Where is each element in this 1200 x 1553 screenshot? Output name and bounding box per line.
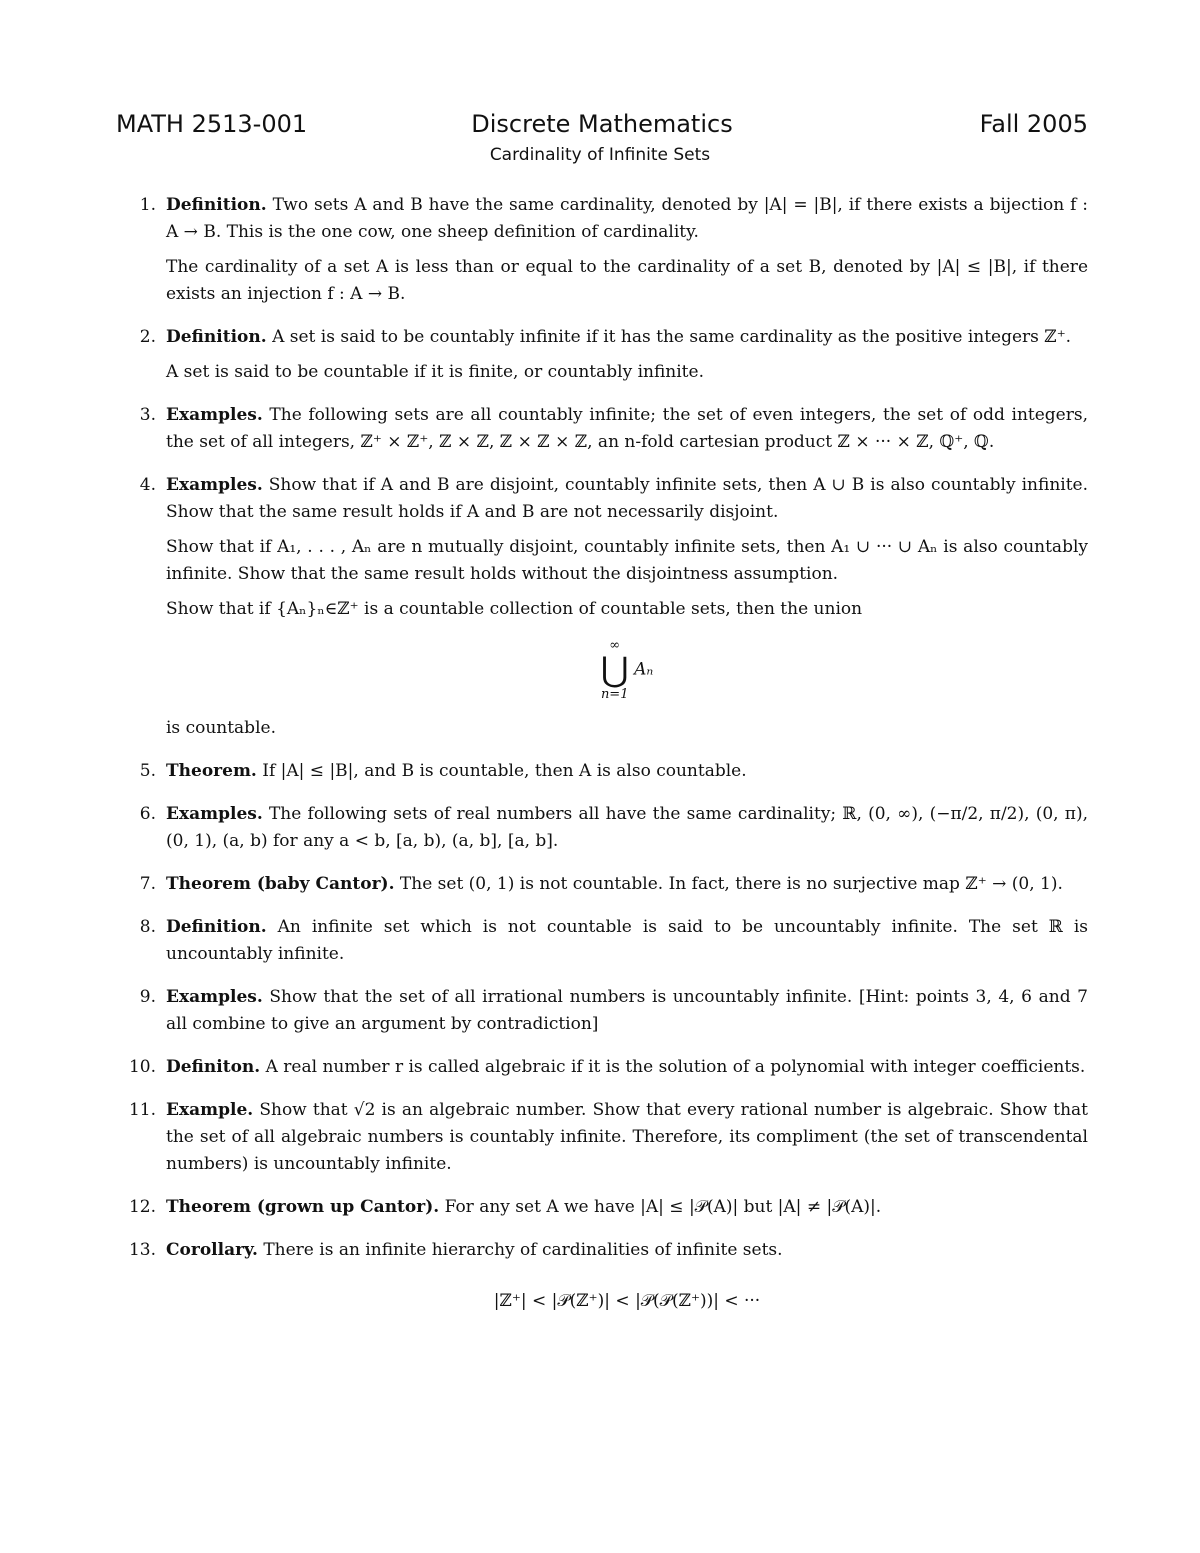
item-number: 1.	[139, 195, 156, 215]
item-text: Show that the set of all irrational numbers is uncountably infinite. [Hint: points 3, 4, 6 and 7 all combine to give an argument by contradiction]	[166, 987, 1088, 1034]
item-text: Show that √2 is an algebraic number. Show that every rational number is algebraic. Show that the set of all algebraic numbers is countably infinite. Therefore, its compliment (the set of transcendental numbers) is uncountably infinite.	[166, 1100, 1089, 1174]
item-text: If |A| ≤ |B|, and B is countable, then A is also countable.	[262, 761, 747, 781]
item-label: Theorem (baby Cantor).	[166, 874, 395, 894]
list-item	[139, 192, 1089, 308]
union-term: Aₙ	[634, 659, 654, 680]
item-paragraph: A set is said to be countable if it is finite, or countably infinite.	[166, 362, 704, 382]
item-number: 13.	[128, 1240, 156, 1260]
big-union	[601, 639, 629, 701]
item-text: The set (0, 1) is not countable. In fact, there is no surjective map ℤ⁺ → (0, 1).	[399, 874, 1063, 894]
list-item	[139, 914, 1088, 968]
item-text: A set is said to be countably infinite if it has the same cardinality as the positive integers ℤ⁺.	[272, 327, 1072, 347]
list-item	[139, 871, 1088, 898]
item-text: A real number r is called algebraic if it is the solution of a polynomial with integer coefficients.	[265, 1057, 1086, 1077]
item-label: Examples.	[166, 475, 263, 495]
item-label: Corollary.	[166, 1240, 258, 1260]
item-number: 10.	[128, 1057, 156, 1077]
list-item	[128, 1194, 1088, 1221]
item-number: 8.	[139, 917, 156, 937]
item-label: Examples.	[166, 405, 263, 425]
course-title: Discrete Mathematics	[471, 110, 733, 138]
item-paragraph: Show that if A₁, . . . , Aₙ are n mutually disjoint, countably infinite sets, then A₁ ∪ ··· ∪ Aₙ is also countably infinite. Show that the same result holds without the disjointness assumption.	[166, 537, 1088, 584]
item-label: Theorem (grown up Cantor).	[166, 1197, 440, 1217]
union-upper-limit: ∞	[609, 638, 621, 653]
item-text: An infinite set which is not countable is said to be uncountably infinite. The set ℝ is uncountably infinite.	[166, 917, 1088, 964]
item-paragraph: The cardinality of a set A is less than or equal to the cardinality of a set B, denoted by |A| ≤ |B|, if there exists an injection f : A → B.	[166, 257, 1088, 304]
item-text: For any set A we have |A| ≤ |𝒫(A)| but |A| ≠ |𝒫(A)|.	[444, 1197, 882, 1217]
item-list	[128, 192, 1089, 1315]
item-label: Definition.	[166, 327, 267, 347]
union-symbol: ⋃	[600, 650, 629, 690]
item-label: Examples.	[166, 987, 263, 1007]
course-code: MATH 2513-001	[116, 110, 308, 138]
item-text: There is an infinite hierarchy of cardinalities of infinite sets.	[263, 1240, 783, 1260]
item-label: Definition.	[166, 195, 267, 215]
item-label: Definition.	[166, 917, 267, 937]
list-item	[139, 402, 1089, 456]
list-item	[139, 758, 1088, 785]
term: Fall 2005	[979, 110, 1088, 138]
display-union	[166, 639, 1088, 701]
list-item	[128, 1054, 1088, 1081]
list-item	[128, 1237, 1088, 1315]
item-label: Theorem.	[166, 761, 257, 781]
list-item	[139, 801, 1089, 855]
union-lower-limit: n=1	[600, 687, 629, 702]
item-label: Example.	[166, 1100, 254, 1120]
cardinality-hierarchy-display: |ℤ⁺| < |𝒫(ℤ⁺)| < |𝒫(𝒫(ℤ⁺))| < ···	[493, 1291, 761, 1311]
list-item	[139, 472, 1089, 742]
item-text: Two sets A and B have the same cardinality, denoted by |A| = |B|, if there exists a bijection f : A → B. This is the one cow, one sheep definition of cardinality.	[166, 195, 1089, 242]
item-number: 5.	[139, 761, 156, 781]
list-item	[139, 324, 1088, 386]
item-text: Show that if A and B are disjoint, countably infinite sets, then A ∪ B is also countably infinite. Show that the same result holds if A and B are not necessarily disjoint.	[166, 475, 1089, 522]
item-label: Examples.	[166, 804, 263, 824]
item-number: 12.	[128, 1197, 156, 1217]
document-subtitle: Cardinality of Infinite Sets	[489, 145, 711, 165]
item-paragraph: is countable.	[166, 718, 276, 738]
item-paragraph: Show that if {Aₙ}ₙ∈ℤ⁺ is a countable collection of countable sets, then the union	[166, 599, 863, 619]
item-number: 2.	[139, 327, 156, 347]
list-item	[139, 984, 1088, 1038]
item-text: The following sets are all countably infinite; the set of even integers, the set of odd integers, the set of all integers, ℤ⁺ × ℤ⁺, ℤ × ℤ, ℤ × ℤ × ℤ, an n-fold cartesian product ℤ × ··· × ℤ, ℚ⁺, ℚ.	[166, 405, 1089, 452]
item-number: 11.	[128, 1100, 156, 1120]
item-number: 7.	[139, 874, 156, 894]
item-number: 3.	[139, 405, 156, 425]
item-number: 6.	[139, 804, 156, 824]
item-text: The following sets of real numbers all have the same cardinality; ℝ, (0, ∞), (−π/2, π/2), (0, π), (0, 1), (a, b) for any a < b, [a, b), (a, b], [a, b].	[166, 804, 1089, 851]
item-number: 4.	[139, 475, 156, 495]
item-number: 9.	[139, 987, 156, 1007]
list-item	[128, 1097, 1089, 1178]
item-label: Definiton.	[166, 1057, 261, 1077]
